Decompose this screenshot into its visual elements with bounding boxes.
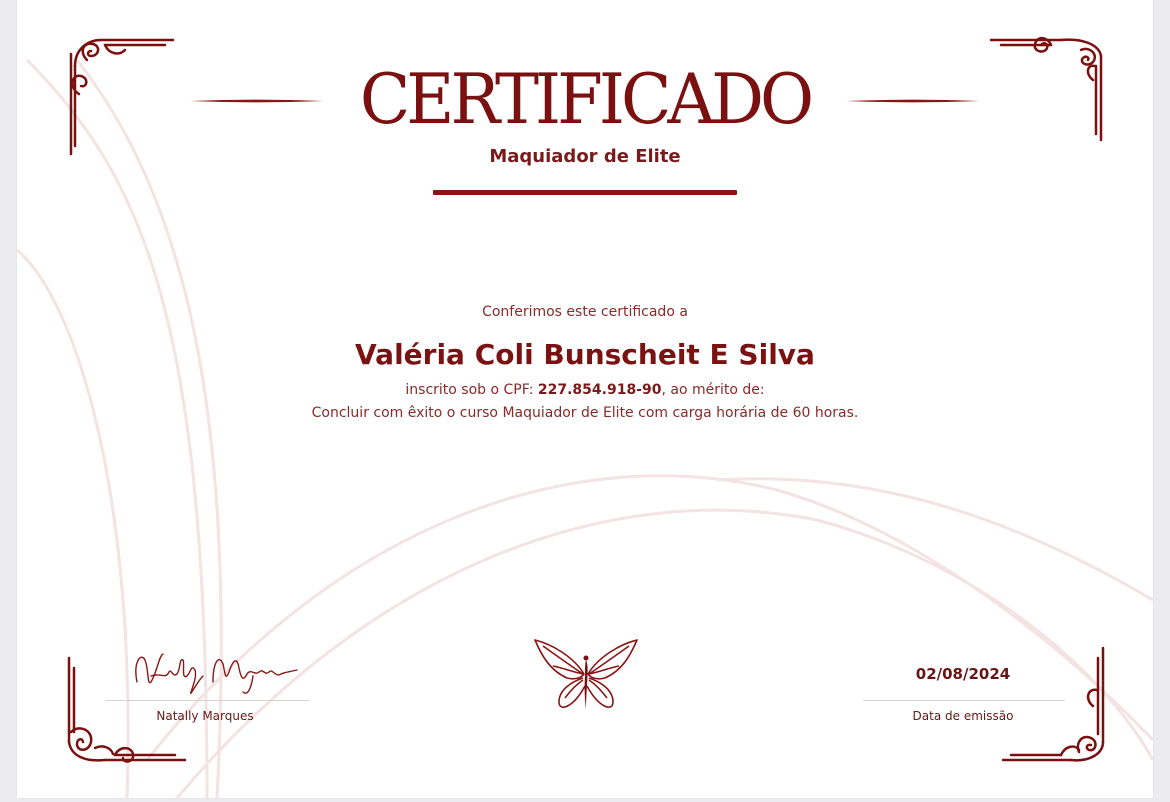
cpf-prefix: inscrito sob o CPF: [405, 382, 534, 398]
recipient-name: Valéria Coli Bunscheit E Silva [355, 338, 815, 371]
cpf-number: 227.854.918-90 [537, 382, 662, 398]
certificate-page [17, 0, 1153, 798]
cpf-suffix: , ao mérito de: [661, 382, 765, 398]
signature-name: Natally Marques [156, 709, 254, 723]
issue-date-value: 02/08/2024 [915, 665, 1011, 683]
certificate-subtitle: Maquiador de Elite [489, 146, 681, 167]
confer-text: Conferimos este certificado a [482, 304, 688, 320]
issue-date-label: Data de emissão [912, 709, 1014, 723]
corner-ornament-bottom-right [1001, 644, 1111, 766]
cpf-line [17, 382, 1153, 398]
certificate-title: CERTIFICADO [359, 59, 811, 140]
butterfly-logo [533, 636, 639, 716]
signature-line [105, 700, 309, 701]
title-underline [433, 190, 737, 195]
course-description: Concluir com êxito o curso Maquiador de Elite com carga horária de 60 horas. [311, 405, 859, 421]
date-line [863, 700, 1065, 701]
